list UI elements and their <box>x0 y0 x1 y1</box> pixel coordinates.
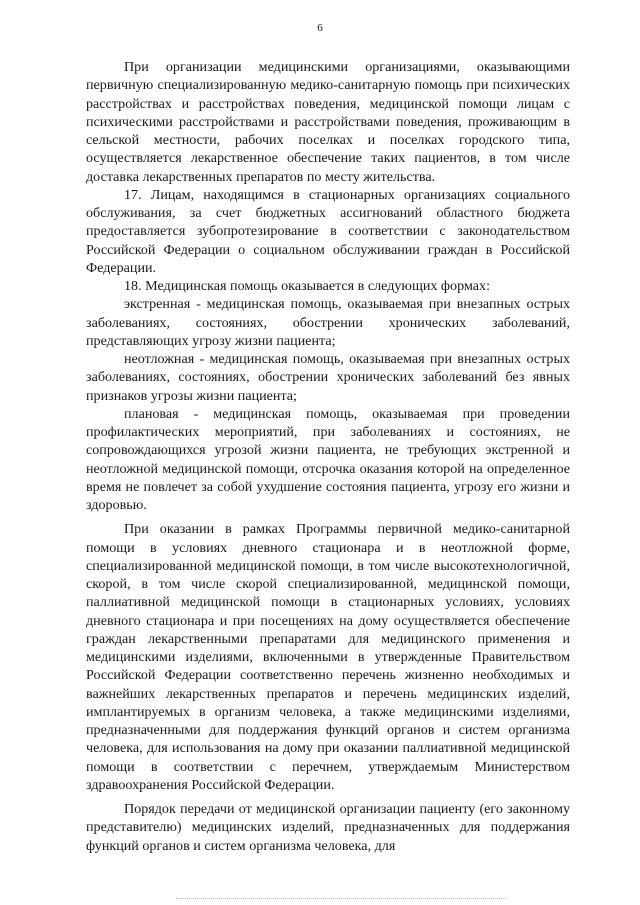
scan-edge-line <box>176 898 506 899</box>
paragraph-17-dental-prosthetics: 17. Лицам, находящимся в стационарных организациях социального обслуживания, за счет бюджетных ассигнований областного бюджета предоставляется зубопротезирование в соответствии с законодательством Российской Федерации о социальном обслуживании граждан в Российской Федерации. <box>86 186 570 276</box>
paragraph-drug-provision: При оказании в рамках Программы первичной медико-санитарной помощи в условиях дневного стационара и в неотложной форме, специализированной медицинской помощи, в том числе высокотехнологичной, скорой, в том числе скорой специализированной, медицинской помощи, паллиативной медицинской помощи в стационарных условиях, условиях дневного стационара и при посещениях на дому осуществляется обеспечение граждан лекарственными препаратами для медицинского применения и медицинскими изделиями, включенными в утвержденные Правительством Российской Федерации соответственно перечень жизненно необходимых и важнейших лекарственных препаратов и перечень медицинских изделий, имплантируемых в организм человека, а также медицинскими изделиями, предназначенными для поддержания функций органов и систем организма человека, для использования на дому при оказании паллиативной медицинской помощи в соответствии с перечнем, утверждаемым Министерством здравоохранения Российской Федерации. <box>86 521 570 793</box>
paragraph-planned-form: плановая - медицинская помощь, оказываемая при проведении профилактических мероприятий, при заболеваниях и состояниях, не сопровождающихся угрозой жизни пациента, не требующих экстренной и неотложной медицинской помощи, отсрочка оказания которой на определенное время не повлечет за собой ухудшение состояния пациента, угрозу его жизни и здоровью. <box>86 405 570 513</box>
paragraph-urgent-form: неотложная - медицинская помощь, оказываемая при внезапных острых заболеваниях, состояниях, обострении хронических заболеваний без явных признаков угрозы жизни пациента; <box>86 351 570 404</box>
page-number: 6 <box>317 22 323 34</box>
document-body <box>86 58 570 855</box>
paragraph-18-care-forms: 18. Медицинская помощь оказывается в следующих формах: <box>124 278 490 294</box>
paragraph-home-drug-supply: При организации медицинскими организациями, оказывающими первичную специализированную медико-санитарную помощь при психических расстройствах и расстройствах поведения, медицинской помощи лицам с психическими расстройствами и расстройствами поведения, проживающим в сельской местности, рабочих поселках и поселках городского типа, осуществляется лекарственное обеспечение таких пациентов, в том числе доставка лекарственных препаратов по месту жительства. <box>86 59 570 185</box>
paragraph-device-transfer: Порядок передачи от медицинской организации пациенту (его законному представителю) медицинских изделий, предназначенных для поддержания функций органов и систем организма человека, для <box>86 801 570 854</box>
paragraph-emergency-form: экстренная - медицинская помощь, оказываемая при внезапных острых заболеваниях, состояниях, обострении хронических заболеваний, представляющих угрозу жизни пациента; <box>86 296 570 349</box>
